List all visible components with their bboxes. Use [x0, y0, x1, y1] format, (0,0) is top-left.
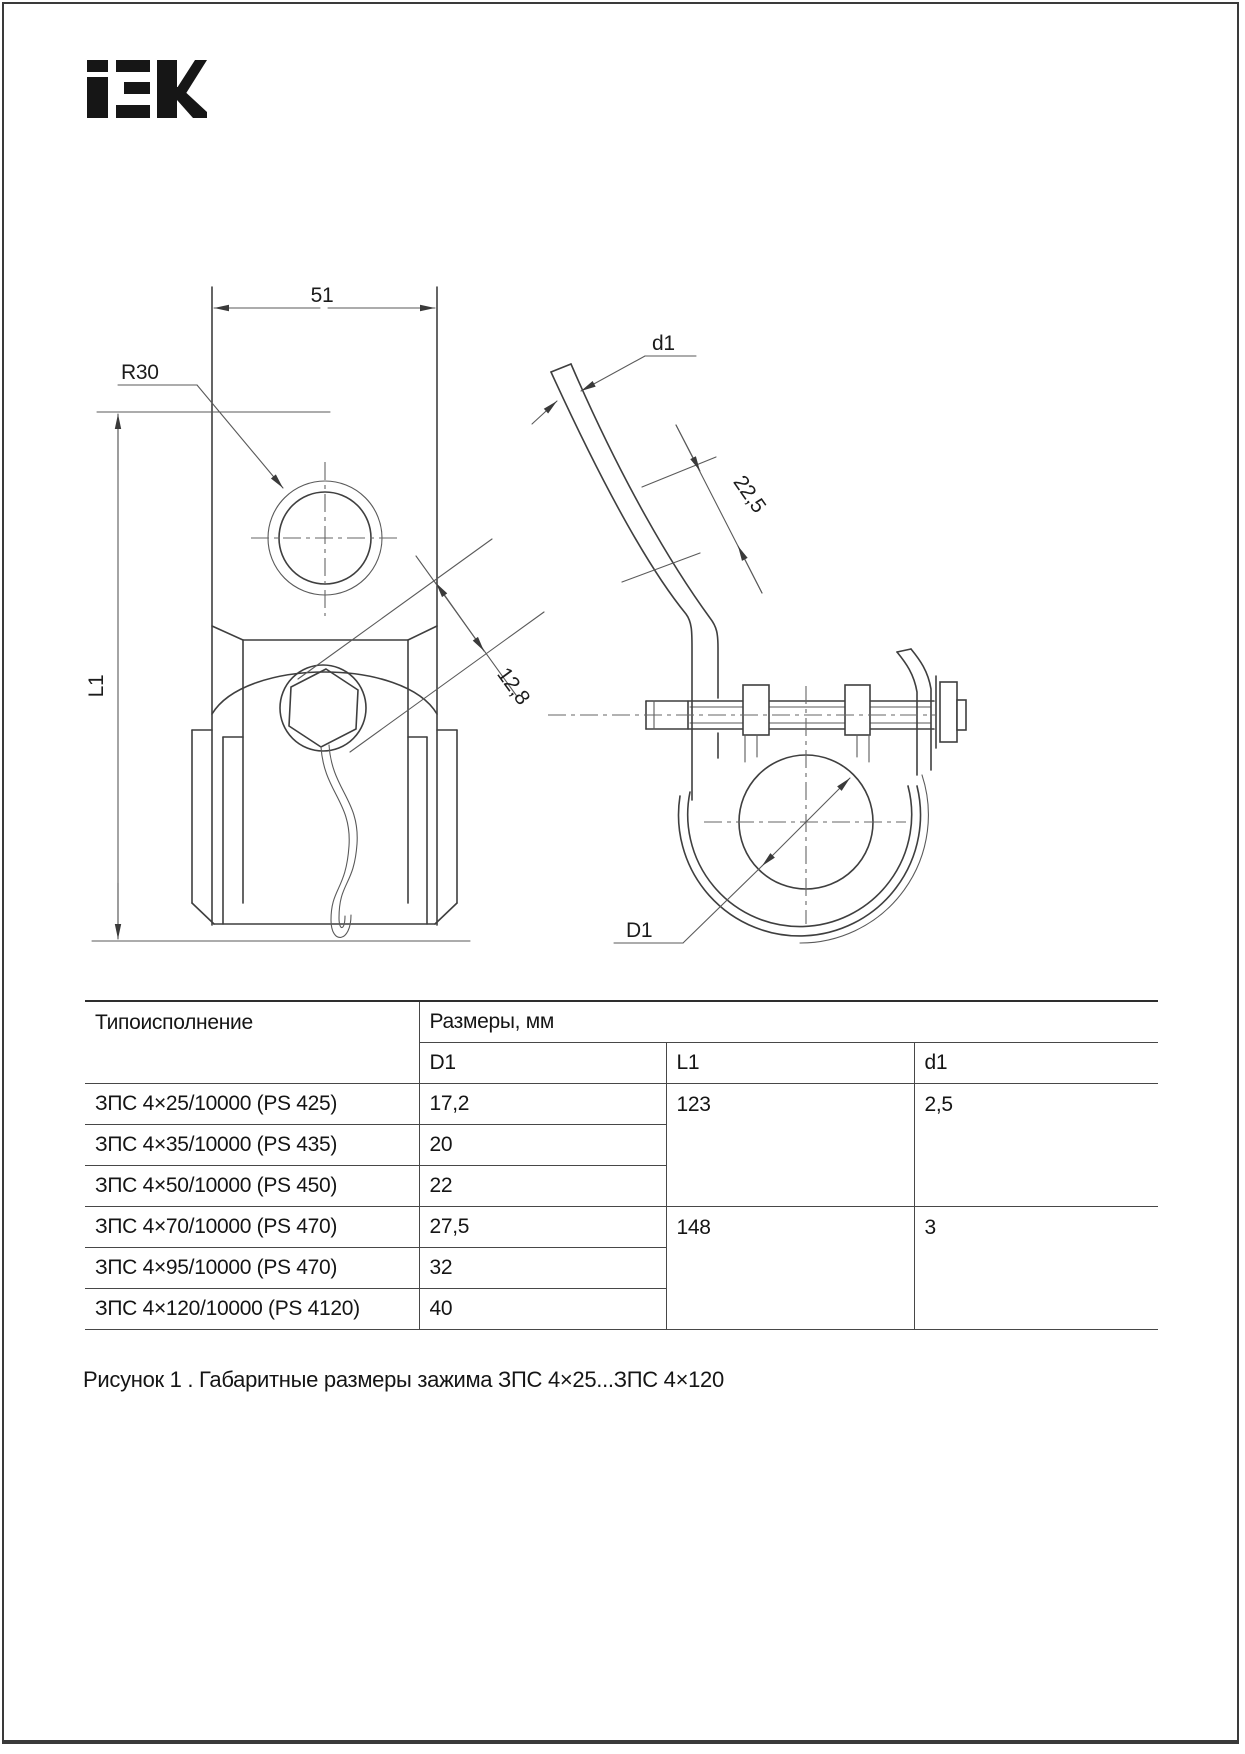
table-row — [85, 1207, 1158, 1248]
col-header-L1: L1 — [666, 1043, 914, 1084]
cell-type: ЗПС 4×70/10000 (PS 470) — [85, 1207, 419, 1248]
dim-D1-arrow-1 — [806, 778, 850, 822]
cell-D1: 20 — [419, 1125, 666, 1166]
cell-type: ЗПС 4×25/10000 (PS 425) — [85, 1084, 419, 1125]
dim-diameter-label: D1 — [626, 919, 653, 942]
hex-bolt-head — [289, 669, 358, 747]
cell-D1: 27,5 — [419, 1207, 666, 1248]
dimensions-table — [85, 1000, 1158, 1330]
cell-d1-merged-bottom: 3 — [914, 1207, 1158, 1330]
dim-D1-arrow-2 — [762, 822, 806, 866]
cell-type: ЗПС 4×95/10000 (PS 470) — [85, 1248, 419, 1289]
dim-length-label: 22,5 — [728, 471, 771, 518]
col-header-type: Типоисполнение — [85, 1001, 419, 1084]
cell-d1-merged-top: 2,5 — [914, 1084, 1158, 1207]
strap-inner-line — [571, 364, 718, 698]
dim-d1-arrow-1 — [581, 356, 645, 391]
dim-225-arrow-1 — [676, 425, 700, 471]
dim-hex-label: 12,8 — [492, 663, 535, 709]
dim-d1-arrow-2 — [532, 401, 557, 424]
cell-L1-merged-bottom: 148 — [666, 1207, 914, 1330]
dim-hex-arrow-1 — [436, 583, 460, 617]
cell-L1-merged-top: 123 — [666, 1084, 914, 1207]
col-group-header-sizes: Размеры, мм — [419, 1001, 1158, 1043]
col-header-D1: D1 — [419, 1043, 666, 1084]
dim-radius-label: R30 — [121, 361, 159, 384]
cell-type: ЗПС 4×120/10000 (PS 4120) — [95, 1297, 360, 1320]
table-header-row-1 — [85, 1001, 1158, 1043]
nut — [940, 682, 957, 742]
bolt-end — [957, 700, 966, 730]
cell-D1: 32 — [419, 1248, 666, 1289]
pressure-plate-right — [845, 685, 870, 735]
col-header-d1: d1 — [914, 1043, 1158, 1084]
dim-225-arrow-2 — [738, 546, 762, 593]
cell-D1: 22 — [419, 1166, 666, 1207]
bolt-boss-circle — [280, 665, 366, 751]
front-view — [85, 284, 544, 941]
dim-thickness-label: d1 — [652, 332, 675, 355]
strap-outer-line — [551, 372, 692, 800]
cell-D1: 17,2 — [419, 1084, 666, 1125]
side-view — [532, 332, 966, 943]
table-row — [85, 1084, 1158, 1125]
cell-type: ЗПС 4×35/10000 (PS 435) — [85, 1125, 419, 1166]
figure-caption: Рисунок 1 . Габаритные размеры зажима ЗПС 4×25...ЗПС 4×120 — [83, 1367, 724, 1392]
saddle-arc-outer — [679, 786, 921, 936]
pressure-plate-left — [743, 685, 769, 735]
radius-leader-arrow — [197, 385, 283, 488]
cell-type: ЗПС 4×50/10000 (PS 450) — [85, 1166, 419, 1207]
cell-D1: 40 — [419, 1289, 666, 1330]
dim-height-label: L1 — [85, 674, 108, 698]
saddle-arch — [212, 672, 437, 714]
dim-width-label: 51 — [310, 284, 334, 307]
dim-hex-arrow-2 — [460, 617, 484, 651]
